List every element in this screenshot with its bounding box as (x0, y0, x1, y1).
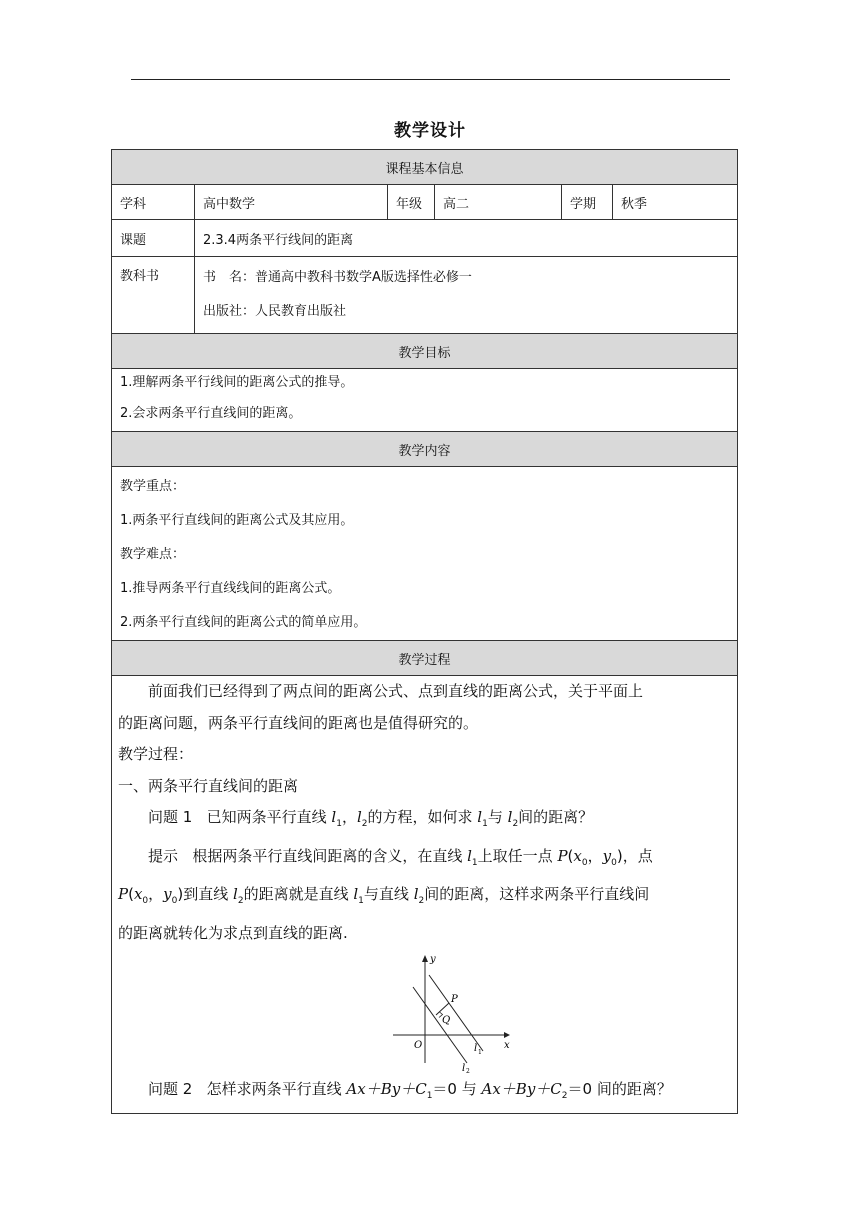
hint-line-1 (118, 841, 731, 880)
subscript: 1 (471, 857, 478, 868)
subscript: 1 (336, 819, 342, 829)
content-item: 2.两条平行直线间的距离公式的简单应用。 (120, 615, 367, 630)
question-1 (118, 802, 731, 841)
text: 与 (487, 808, 508, 826)
l1-label: l (474, 1043, 478, 1054)
l1-subscript: 1 (478, 1049, 482, 1056)
section-header-goals: 教学目标 (112, 334, 738, 369)
topic-value: 2.3.4两条平行线间的距离 (195, 220, 738, 257)
symbol-l: l (353, 885, 359, 903)
topic-row (112, 220, 738, 257)
hint-line-3: 的距离就转化为求点到直线的距离. (118, 923, 348, 942)
text: ， (587, 846, 603, 865)
goals-cell (112, 369, 738, 432)
text: ＝0 间的距离？ (567, 1080, 672, 1098)
textbook-info (195, 257, 738, 334)
point-q-label: Q (442, 1015, 451, 1026)
subscript: 2 (418, 896, 425, 906)
term-label: 学期 (562, 185, 613, 220)
subscript: 0 (142, 896, 149, 906)
subscript: 2 (512, 819, 519, 829)
subject-label: 学科 (112, 185, 195, 220)
intro-line-2: 的距离问题，两条平行直线间的距离也是值得研究的。 (118, 713, 479, 732)
y-label: y (430, 954, 436, 965)
x-axis-arrow (504, 1032, 510, 1038)
l2-subscript: 2 (466, 1068, 470, 1073)
symbol-x: x (573, 846, 582, 865)
hint-line-2 (118, 879, 731, 918)
text: ，点 (622, 846, 653, 865)
y-axis-arrow (422, 955, 428, 962)
subscript: 1 (358, 896, 364, 906)
symbol-l: l (507, 808, 513, 826)
process-heading: 教学过程： (118, 745, 194, 763)
text: 到直线 (183, 885, 234, 903)
subscript: 1 (482, 819, 488, 829)
text: ， (341, 808, 357, 826)
term-value: 秋季 (613, 185, 738, 220)
textbook-row (112, 257, 738, 334)
symbol-y: y (602, 846, 612, 865)
text: ) (177, 885, 184, 903)
text: 根据两条平行直线间距离的含义，在直线 (192, 846, 468, 865)
text: 间的距离，这样求两条平行直线间 (424, 885, 650, 903)
text: ( (567, 846, 574, 865)
equation-1: Ax＋By＋C (346, 1080, 427, 1098)
equation-2: Ax＋By＋C (481, 1080, 562, 1098)
content-item: 1.两条平行直线间的距离公式及其应用。 (120, 513, 354, 528)
subscript: 2 (361, 819, 368, 829)
textbook-name: 书 名：普通高中教科书数学A版选择性必修一 (203, 270, 472, 285)
intro-line-1: 前面我们已经得到了两点间的距离公式、点到直线的距离公式，关于平面上 (148, 682, 644, 700)
subscript: 2 (237, 896, 244, 906)
coordinate-diagram (383, 953, 513, 1073)
text: 怎样求两条平行直线 (206, 1080, 347, 1098)
content-cell (112, 467, 738, 641)
section-1-heading: 一、两条平行直线间的距离 (118, 776, 299, 795)
text: 与直线 (363, 885, 414, 903)
subscript: 0 (171, 896, 178, 906)
line-l1 (429, 975, 483, 1051)
question-1-label: 问题 1 (148, 808, 193, 826)
symbol-l: l (356, 808, 362, 826)
text: 的方程，如何求 (367, 808, 478, 826)
symbol-l: l (413, 885, 419, 903)
text: ( (128, 885, 134, 903)
text: 的距离就是直线 (243, 885, 354, 903)
symbol-p: P (118, 885, 129, 903)
section-header-content: 教学内容 (112, 432, 738, 467)
content-item: 1.推导两条平行直线线间的距离公式。 (120, 581, 341, 596)
goal-item: 1.理解两条平行线间的距离公式的推导。 (120, 375, 354, 390)
point-p-label: P (451, 994, 458, 1005)
l2-label: l (462, 1063, 466, 1073)
symbol-l: l (331, 808, 337, 826)
goal-item: 2.会求两条平行直线间的距离。 (120, 406, 302, 421)
content-item: 教学难点： (120, 547, 186, 562)
symbol-x: x (133, 885, 143, 903)
x-label: x (504, 1040, 510, 1051)
hint-label: 提示 (148, 846, 179, 865)
text: ) (616, 846, 623, 865)
symbol-l: l (467, 846, 472, 865)
symbol-l: l (477, 808, 483, 826)
section-header-basic-info: 课程基本信息 (112, 150, 738, 185)
section-header-process: 教学过程 (112, 641, 738, 676)
symbol-y: y (163, 885, 172, 903)
symbol-p: P (557, 846, 568, 865)
textbook-label: 教科书 (112, 257, 195, 334)
lesson-plan-table (111, 149, 738, 1114)
parallel-lines-figure (118, 949, 731, 1074)
info-row (112, 185, 738, 220)
text: 间的距离？ (518, 808, 594, 826)
text: 上取任一点 (477, 846, 558, 865)
perpendicular-pq (436, 1003, 449, 1015)
textbook-publisher: 出版社：人民教育出版社 (203, 304, 347, 319)
question-2 (118, 1074, 731, 1113)
grade-label: 年级 (388, 185, 435, 220)
subject-value: 高中数学 (195, 185, 388, 220)
question-2-label: 问题 2 (148, 1080, 193, 1098)
topic-label: 课题 (112, 220, 195, 257)
text: 已知两条平行直线 (206, 808, 332, 826)
origin-label: O (414, 1040, 423, 1051)
grade-value: 高二 (435, 185, 562, 220)
content-item: 教学重点： (120, 479, 186, 494)
subscript: 2 (561, 1091, 568, 1101)
subscript: 1 (426, 1091, 433, 1101)
text: ＝0 与 (432, 1080, 482, 1098)
subscript: 0 (581, 857, 588, 868)
subscript: 0 (611, 857, 617, 868)
text: ， (148, 885, 164, 903)
document-title: 教学设计 (394, 121, 466, 141)
header-rule (131, 79, 730, 80)
line-l2 (413, 987, 467, 1063)
process-cell (112, 676, 738, 1114)
symbol-l: l (233, 885, 238, 903)
